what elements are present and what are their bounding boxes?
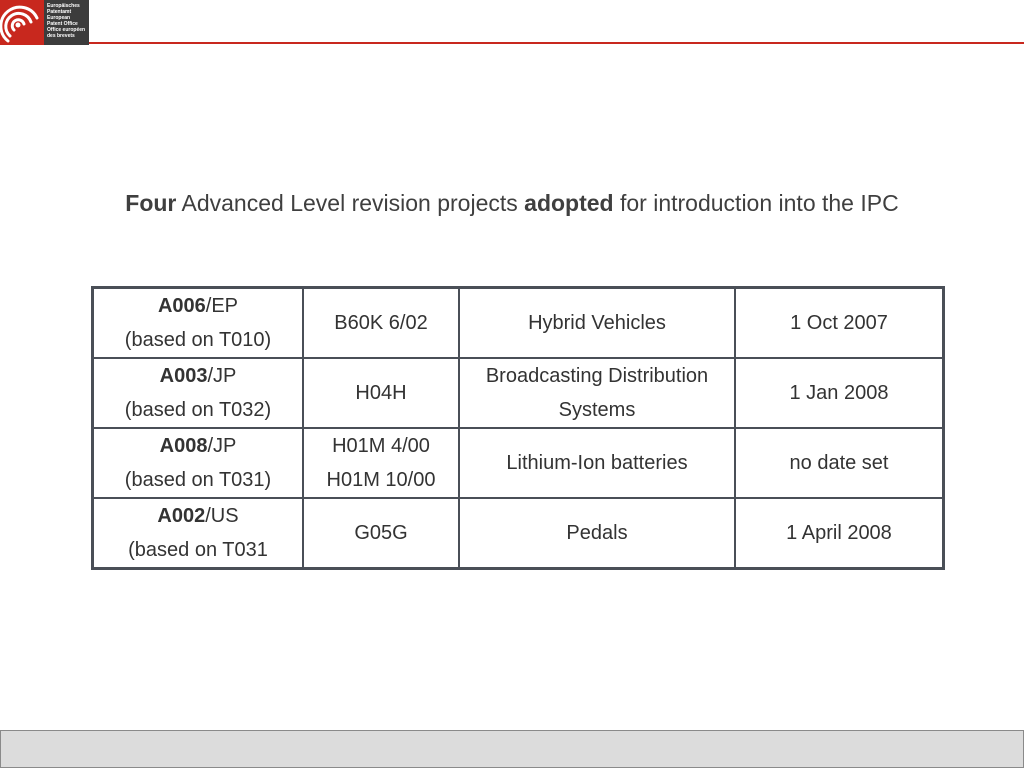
- based-on: (based on T031: [128, 539, 268, 561]
- project-office: /US: [205, 505, 239, 527]
- project-office: /JP: [207, 365, 237, 387]
- header-rule: [89, 42, 1024, 44]
- ipc-symbol: B60K 6/02: [334, 312, 428, 334]
- title-cell: Pedals: [459, 498, 735, 569]
- based-on: (based on T010): [124, 329, 272, 351]
- epo-logo-text: [47, 3, 89, 39]
- logo-line: European: [47, 15, 71, 21]
- symbol-cell: [303, 358, 459, 428]
- date-cell: 1 Oct 2007: [735, 288, 944, 359]
- project-office: /EP: [205, 295, 239, 317]
- logo-line: Europäisches: [47, 3, 80, 9]
- projects-table: [91, 286, 945, 570]
- date-cell: 1 Jan 2008: [735, 358, 944, 428]
- logo-line: des brevets: [47, 33, 75, 39]
- symbol-cell: [303, 498, 459, 569]
- title-cell: Broadcasting Distribution Systems: [459, 358, 735, 428]
- date-cell: no date set: [735, 428, 944, 498]
- project-office: /JP: [207, 435, 237, 457]
- title-cell: Hybrid Vehicles: [459, 288, 735, 359]
- title-cell: Lithium-Ion batteries: [459, 428, 735, 498]
- ipc-symbol: H01M 10/00: [326, 469, 436, 491]
- ipc-symbol: H01M 4/00: [332, 435, 430, 457]
- symbol-cell: [303, 428, 459, 498]
- table-row: [93, 498, 944, 569]
- based-on: (based on T032): [124, 399, 272, 421]
- logo-line: Patent Office: [47, 21, 78, 27]
- project-cell: [93, 498, 304, 569]
- project-code: A003: [159, 365, 208, 387]
- title-emphasis-adopted: adopted: [524, 190, 614, 216]
- project-cell: [93, 358, 304, 428]
- project-code: A008: [159, 435, 208, 457]
- title-emphasis-four: Four: [125, 190, 177, 216]
- table-row: [93, 288, 944, 359]
- ipc-symbol: H04H: [355, 382, 407, 404]
- epo-logo: [0, 0, 89, 45]
- project-code: A002: [157, 505, 206, 527]
- logo-line: Office européen: [47, 27, 86, 33]
- symbol-cell: [303, 288, 459, 359]
- epo-logo-mark-icon: [0, 0, 44, 45]
- footer-bar: [0, 730, 1024, 768]
- ipc-symbol: G05G: [354, 522, 408, 544]
- table-row: [93, 428, 944, 498]
- logo-line: Patentamt: [47, 9, 72, 15]
- project-code: A006: [157, 295, 206, 317]
- based-on: (based on T031): [124, 469, 272, 491]
- title-text: Advanced Level revision projects: [176, 190, 525, 216]
- project-cell: [93, 428, 304, 498]
- date-cell: 1 April 2008: [735, 498, 944, 569]
- project-cell: [93, 288, 304, 359]
- title-text-end: for introduction into the IPC: [613, 190, 899, 216]
- table-row: [93, 358, 944, 428]
- slide-title: [0, 190, 1024, 217]
